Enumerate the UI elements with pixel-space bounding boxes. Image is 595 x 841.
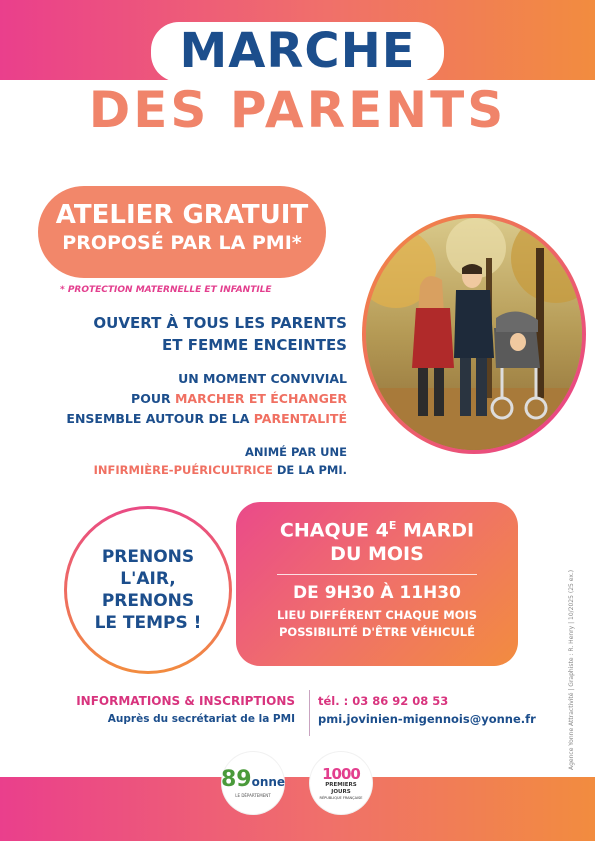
slogan-circle xyxy=(64,506,232,674)
audience-line1: OUVERT À TOUS LES PARENTS xyxy=(93,314,347,332)
host-line2 xyxy=(94,461,347,479)
info-divider xyxy=(309,690,310,736)
title-line2: DES PARENTS xyxy=(88,81,507,139)
premiers-jours-line2: JOURS xyxy=(331,788,351,795)
pmi-footnote: * PROTECTION MATERNELLE ET INFANTILE xyxy=(60,285,272,295)
host-role: INFIRMIÈRE-PUÉRICULTRICE xyxy=(93,463,273,477)
credit-text: Agence Yonne Attractivité | Graphiste : R. Henry | 10/2025 (25 ex.) xyxy=(568,569,575,770)
email-link[interactable]: pmi.jovinien-migennois@yonne.fr xyxy=(318,712,536,726)
description-line3-highlight: PARENTALITÉ xyxy=(253,411,347,426)
info-title: INFORMATIONS & INSCRIPTIONS xyxy=(76,694,295,708)
yonne-logo-name: onne xyxy=(251,774,286,789)
info-subtitle: Auprès du secrétariat de la PMI xyxy=(107,713,295,725)
premiers-jours-logo xyxy=(310,752,372,814)
slogan-line3: PRENONS xyxy=(101,591,195,611)
schedule-line1-a: CHAQUE 4 xyxy=(279,519,389,542)
description-line3 xyxy=(66,409,347,429)
title-line1: MARCHE xyxy=(151,22,443,82)
yonne-logo-sub: LE DÉPARTEMENT xyxy=(235,792,271,798)
audience-text xyxy=(93,312,347,356)
schedule-transport: POSSIBILITÉ D'ÊTRE VÉHICULÉ xyxy=(279,625,475,640)
schedule-time: DE 9H30 À 11H30 xyxy=(293,583,461,604)
description-line2-highlight: MARCHER ET ÉCHANGER xyxy=(174,391,347,406)
description-line2 xyxy=(66,389,347,409)
schedule-divider xyxy=(277,574,477,575)
host-line1: ANIMÉ PAR UNE xyxy=(244,445,347,459)
atelier-line1: ATELIER GRATUIT xyxy=(55,200,309,230)
premiers-jours-line1: PREMIERS xyxy=(325,781,357,788)
description-text xyxy=(66,369,347,429)
description-line2-a: POUR xyxy=(131,391,175,406)
photo-frame xyxy=(362,214,586,454)
slogan-line1: PRENONS xyxy=(101,547,195,567)
republique-francaise: RÉPUBLIQUE FRANÇAISE xyxy=(319,795,363,800)
description-line1: UN MOMENT CONVIVIAL xyxy=(178,371,347,386)
premiers-jours-num: 1000 xyxy=(322,764,360,783)
yonne-logo xyxy=(222,752,284,814)
info-right xyxy=(318,692,536,728)
schedule-line2: DU MOIS xyxy=(330,543,424,566)
yonne-logo-num: 89 xyxy=(220,766,252,792)
title-box xyxy=(0,22,595,82)
slogan-line2: L'AIR, xyxy=(120,569,176,589)
slogan-text xyxy=(67,509,229,671)
host-line2-b: DE LA PMI. xyxy=(272,463,347,477)
yonne-logo-mark xyxy=(220,766,286,793)
phone-number[interactable]: tél. : 03 86 92 08 53 xyxy=(318,694,449,708)
family-walk-photo xyxy=(366,218,582,450)
schedule-line1-sup: E xyxy=(388,519,397,532)
description-line3-a: ENSEMBLE AUTOUR DE LA xyxy=(66,411,254,426)
info-left xyxy=(76,692,295,728)
schedule-line1 xyxy=(236,514,518,542)
schedule-box xyxy=(236,502,518,666)
credit-line xyxy=(568,569,578,770)
slogan-line4: LE TEMPS ! xyxy=(94,613,202,633)
audience-line2: ET FEMME ENCEINTES xyxy=(162,336,347,354)
schedule-place: LIEU DIFFÉRENT CHAQUE MOIS xyxy=(276,608,478,623)
atelier-line2: PROPOSÉ PAR LA PMI* xyxy=(62,232,302,254)
atelier-badge xyxy=(38,186,326,278)
schedule-line1-b: MARDI xyxy=(396,519,475,542)
host-text xyxy=(94,443,347,479)
